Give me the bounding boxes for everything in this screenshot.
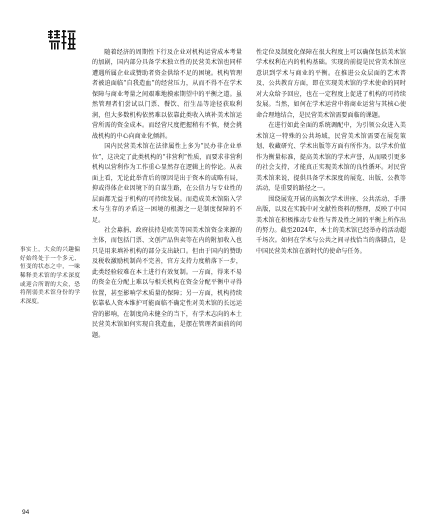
- main-text-left-column: [92, 48, 242, 341]
- page-number: 94: [22, 509, 30, 516]
- paragraph: 在进行如此全面的系统调配中，为引领公众进入美术馆这一特殊的公共场域，民营美术馆需要在展览策划、收藏研究、学术出版等方面有所作为。以学术价值作为衡量标准，提高美术馆的学术声誉，从而吸引更多的社会支持，才能真正实现美术馆的良性循环。对民营美术馆来说，提供具备学术深度的展览、出版、公教等活动，是重要的路径之一。: [256, 122, 406, 193]
- paragraph: 围绕展览开展的高频次学术讲座、公共活动、手册出版，以及在实践中对文献性资料的整理，反映了中国美术馆在积极推动专业性与普及性之间的平衡上所作出的努力。截至2024年，本土的美术馆已经举办的活动超千场次。如何在学术与公共之间寻找恰当的落脚点，是中国民营美术馆在新时代的使命与任务。: [256, 195, 406, 255]
- magazine-logo-icon: [48, 30, 76, 50]
- paragraph: 随着经济的周期性下行及企业对机构运营成本考量的加剧，国内部分具备学术独立性的民营美术馆也同样遭遇所属企业或赞助者资金供给不足的困境。机构管理者被迫面临“自我造血”的经营压力，从而不得不在学术保障与商业考量之间艰难地摸索期望中的平衡之道。虽然管理者们尝试以门票、餐饮、衍生品等途径获取利润，但大多数机构依然难以依靠此类收入填补美术馆运营所需的资金成本。而经营尺度把握稍有不慎，便会挑战机构的中心向商业化倾斜。: [92, 49, 242, 140]
- paragraph: 性定位及制度化保障在很大程度上可以确保包括美术馆学术权利在内的机构基础。实现的前提是民营美术馆应意识到学术与商业的平衡。在推进公众层面的艺术普及、公共教育方面，即在实现美术馆的学术使命的同时对大众给予回应，也在一定程度上促进了机构的可持续发展。当然，如何在学术运营中将商业运营与其核心使命合理地结合，是民营美术馆需要面临的课题。: [256, 49, 406, 119]
- paragraph: 国内民营美术馆在法律属性上多为“民办非企业单位”，这决定了此类机构的“非营利”性质，而要求非营利机构以营利作为工作重心显然存在逻辑上的悖论。从表面上看，无论此举背后的原因是出于资本的或略有局，抑或得体企业因境下的自谋生路，在公信力与专业性的层面都无益于机构的可持续发展。而造成美术馆陷入学术与生存的矛盾这一困境的根源之一是制度保障的不足。: [92, 143, 242, 224]
- main-text-right-column: [256, 48, 406, 257]
- side-note: 事实上，大众的兴趣偏好始终处于一个多元、恒变的状态之中，一味稀释美术馆的学术深度或迎合所谓的大众，恐将削弱美术馆身份的学术深度。: [20, 247, 80, 305]
- paragraph: 社会募捐、政府扶持是欧美等国美术馆资金来源的主体，而包括门票、文创产品售卖等在内的附加收入也只是用来填补机构的部分支出缺口。但由于国内的赞助及税收激励机制尚不完善，官方支持力度稍落下一步，此类经验较难在本土进行有效复制。一方面，得来不易的资金在分配上难以与相关机构在资金分配平衡中寻得位置，甚至影响学术质量的保障；另一方面，机构持续依靠私人资本维护可能面临不确定性对美术馆的长远运营的影响，在制度尚未健全的当下，有学术志向的本土民营美术馆如何实现自我造血，是摆在管理者面前的问题。: [92, 226, 242, 339]
